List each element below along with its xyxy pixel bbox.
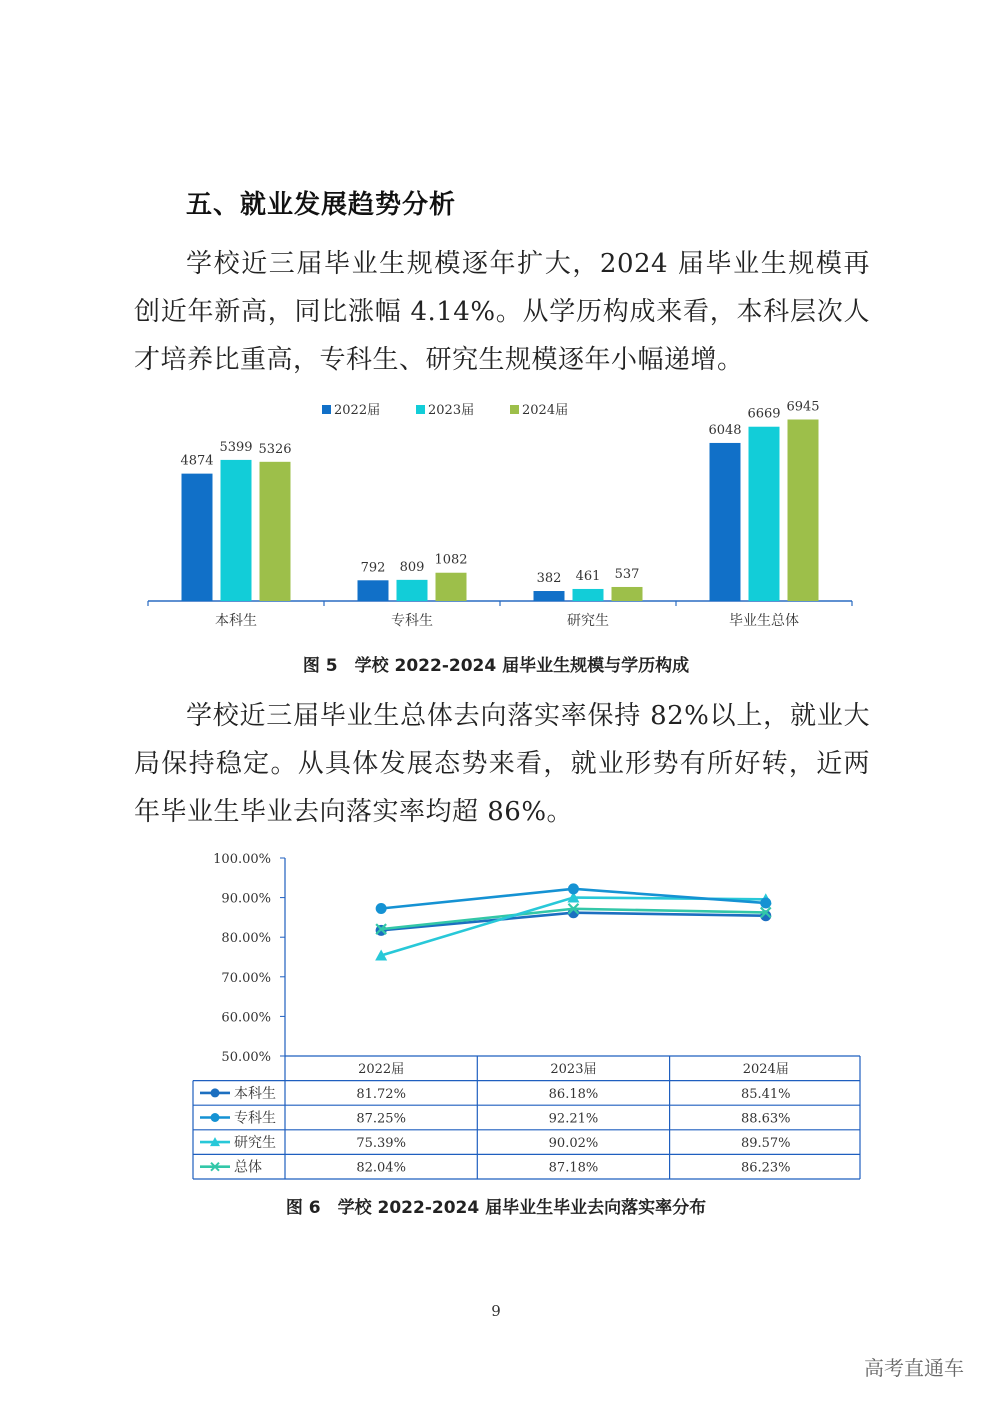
bar-value-label: 382 (536, 571, 562, 587)
x-tick-label: 专科生 (391, 613, 433, 629)
y-tick-label: 90.00% (221, 891, 271, 907)
legend-swatch (322, 405, 331, 414)
x-tick-label: 研究生 (567, 613, 609, 629)
legend-label: 2023届 (428, 403, 475, 418)
table-header-cell: 2024届 (742, 1062, 789, 1077)
bar-value-label: 1082 (434, 552, 468, 568)
legend-key-marker (211, 1113, 220, 1122)
table-value-cell: 86.23% (740, 1160, 791, 1176)
legend-key-marker (211, 1088, 220, 1097)
table-series-label: 本科生 (234, 1085, 276, 1102)
series-line (381, 898, 766, 956)
bar (358, 580, 389, 601)
legend-swatch (510, 405, 519, 414)
y-tick-label: 100.00% (213, 852, 271, 867)
table-header-cell: 2022届 (358, 1062, 405, 1077)
bar (182, 474, 213, 601)
bar-value-label: 4874 (180, 453, 214, 469)
table-value-cell: 88.63% (740, 1111, 791, 1127)
bar-value-label: 537 (614, 566, 640, 582)
bar-value-label: 5326 (258, 441, 292, 457)
page-number: 9 (491, 1302, 501, 1320)
figure6-caption: 图 6 学校 2022-2024 届毕业生毕业去向落实率分布 (285, 1198, 707, 1218)
table-value-cell: 87.25% (356, 1111, 406, 1127)
table-value-cell: 90.02% (548, 1136, 599, 1152)
bar (749, 427, 780, 601)
bar (710, 443, 741, 601)
table-value-cell: 87.18% (548, 1160, 599, 1176)
table-series-label: 专科生 (234, 1110, 276, 1127)
paragraph-scale: 学校近三届毕业生规模逐年扩大，2024 届毕业生规模再创近年新高，同比涨幅 4.14%。从学历构成来看，本科层次人才培养比重高，专科生、研究生规模逐年小幅递增。 (134, 249, 870, 375)
section-heading: 五、就业发展趋势分析 (186, 190, 457, 220)
figure5-caption: 图 5 学校 2022-2024 届毕业生规模与学历构成 (302, 656, 690, 676)
table-series-label: 总体 (234, 1159, 262, 1176)
bar (534, 591, 565, 601)
paragraph-employment-rate: 学校近三届毕业生总体去向落实率保持 82%以上，就业大局保持稳定。从具体发展态势来看，就业形势有所好转，近两年毕业生毕业去向落实率均超 86%。 (134, 701, 870, 827)
data-point (760, 898, 771, 909)
legend-label: 2022届 (334, 403, 381, 418)
bar (221, 460, 252, 601)
table-value-cell: 85.41% (740, 1086, 791, 1102)
bar-value-label: 5399 (219, 439, 253, 455)
legend-swatch (416, 405, 425, 414)
y-tick-label: 50.00% (221, 1050, 271, 1065)
bar-value-label: 461 (575, 568, 601, 584)
legend-label: 2024届 (522, 403, 569, 418)
bar (573, 589, 604, 601)
data-point (568, 883, 579, 894)
bar (260, 462, 291, 601)
table-value-cell: 86.18% (548, 1086, 599, 1102)
bar-value-label: 6048 (708, 422, 742, 438)
table-value-cell: 92.21% (548, 1111, 599, 1127)
data-point (376, 903, 387, 914)
bar (612, 587, 643, 601)
bar-value-label: 792 (360, 560, 386, 576)
bar (397, 580, 428, 601)
bar-value-label: 6669 (747, 406, 781, 422)
watermark-text: 高考直通车 (864, 1356, 964, 1380)
bar (788, 420, 819, 601)
bar (436, 573, 467, 601)
x-tick-label: 毕业生总体 (729, 613, 799, 629)
table-value-cell: 75.39% (356, 1136, 406, 1152)
y-tick-label: 60.00% (221, 1010, 271, 1026)
table-value-cell: 89.57% (740, 1136, 791, 1152)
bar-chart-graduate-scale (0, 395, 992, 645)
line-chart-employment-rate (0, 845, 992, 1190)
bar-value-label: 6945 (786, 399, 820, 415)
bar-value-label: 809 (399, 559, 425, 575)
y-tick-label: 80.00% (221, 931, 271, 947)
y-tick-label: 70.00% (221, 970, 271, 986)
table-value-cell: 82.04% (356, 1160, 406, 1176)
table-header-cell: 2023届 (550, 1062, 597, 1077)
x-tick-label: 本科生 (215, 613, 257, 629)
table-series-label: 研究生 (234, 1135, 276, 1152)
table-value-cell: 81.72% (356, 1086, 406, 1102)
